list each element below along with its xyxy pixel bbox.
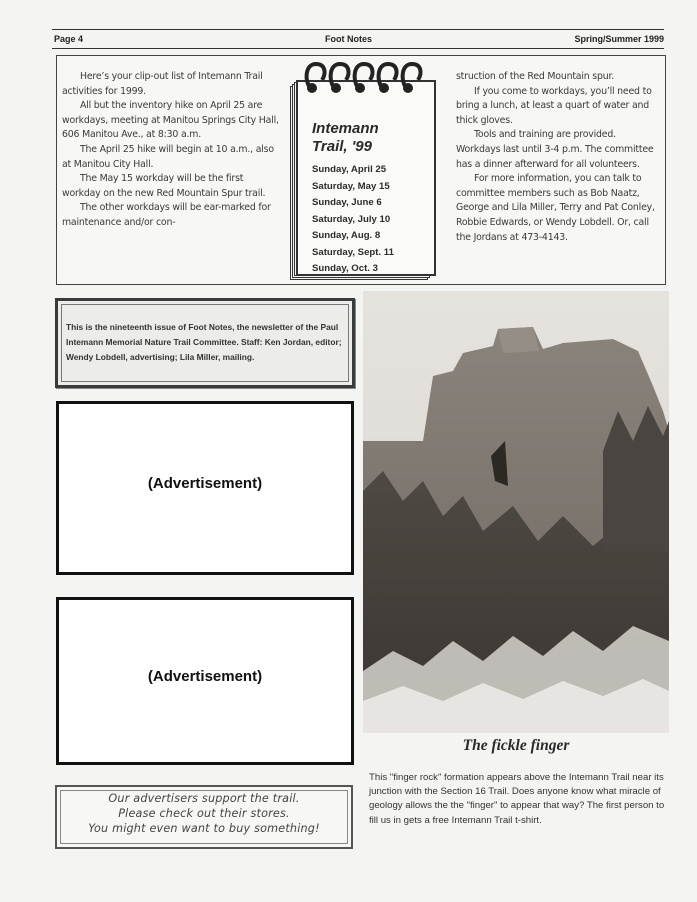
paragraph: Here’s your clip-out list of Intemann Trail activities for 1999. xyxy=(62,71,263,97)
rock-formation-image xyxy=(363,291,669,733)
advertisement-slot[interactable] xyxy=(56,401,354,575)
advertiser-note-box xyxy=(55,785,353,849)
date-item: Sunday, April 25 xyxy=(312,164,387,175)
clip-out-left-column xyxy=(62,70,284,231)
issue-info-text: This is the nineteenth issue of Foot Notes, the newsletter of the Paul Intemann Memorial Nature Trail Committee. Staff: Ken Jordan, editor; Wendy Lobdell, advertising; Lila Miller, mailing. xyxy=(66,322,342,362)
advertiser-note-line: Please check out their stores. xyxy=(118,807,290,820)
finger-rock-photo xyxy=(363,291,669,733)
paragraph: struction of the Red Mountain spur. xyxy=(456,71,615,82)
workday-date-list xyxy=(312,162,394,278)
date-item: Sunday, June 6 xyxy=(312,197,382,208)
date-item: Sunday, Aug. 8 xyxy=(312,230,381,241)
paragraph: The April 25 hike will begin at 10 a.m., also at Manitou City Hall. xyxy=(62,143,274,170)
photo-description: This "finger rock" formation appears above the Intemann Trail near its junction with the Section 16 Trail. Does anyone know what miracle of geology allows the the "finger" to appear that way? The first person to fill us in gets a free Intemann Trail t-shirt. xyxy=(369,772,665,826)
paragraph: All but the inventory hike on April 25 are workdays, meeting at Manitou Springs City Hall, 606 Manitou Ave., at 8:30 a.m. xyxy=(62,100,279,141)
finger-rock xyxy=(498,327,539,353)
photo-caption: The fickle finger xyxy=(462,737,570,754)
paragraph: For more information, you can talk to committee members such as Bob Naatz, George and Lila Miller, Terry and Pat Conley, Robbie Edwards, or Wendy Lobdell. Or, call the Jordans at 473-4143. xyxy=(456,173,655,243)
advertiser-note-line: Our advertisers support the trail. xyxy=(108,792,300,805)
advertiser-note-line: You might even want to buy something! xyxy=(88,822,320,835)
notepad-title-line2: Trail, '99 xyxy=(312,138,372,155)
advertisement-slot[interactable] xyxy=(56,597,354,765)
schedule-notepad xyxy=(292,64,436,274)
paragraph: The May 15 workday will be the first workday on the new Red Mountain Spur trail. xyxy=(62,173,266,199)
notepad-front-page xyxy=(296,80,436,276)
header-rule-top xyxy=(52,29,664,30)
issue-date: Spring/Summer 1999 xyxy=(574,34,664,44)
spiral-binding-icon xyxy=(304,60,430,94)
advertisement-label: (Advertisement) xyxy=(147,475,263,492)
date-item: Saturday, Sept. 11 xyxy=(312,246,394,258)
notepad-title xyxy=(312,120,379,156)
issue-info-box xyxy=(55,298,355,388)
header-rule-bottom xyxy=(52,48,664,49)
paragraph: If you come to workdays, you’ll need to bring a lunch, at least a quart of water and thick gloves. xyxy=(456,85,652,126)
date-item: Sunday, Oct. 3 xyxy=(312,263,378,274)
clip-out-right-column xyxy=(456,70,662,245)
date-item: Saturday, May 15 xyxy=(312,180,390,192)
advertiser-note-text xyxy=(57,791,351,836)
newsletter-title: Foot Notes xyxy=(325,34,372,44)
paragraph: The other workdays will be ear-marked for maintenance and/or con- xyxy=(62,202,271,228)
advertisement-label: (Advertisement) xyxy=(147,668,263,685)
notepad-title-line1: Intemann xyxy=(312,120,379,137)
paragraph: Tools and training are provided. Workdays last until 3-4 p.m. The committee has a dinner afterward for all volunteers. xyxy=(456,129,654,170)
date-item: Saturday, July 10 xyxy=(312,213,391,225)
page-number: Page 4 xyxy=(54,34,84,44)
